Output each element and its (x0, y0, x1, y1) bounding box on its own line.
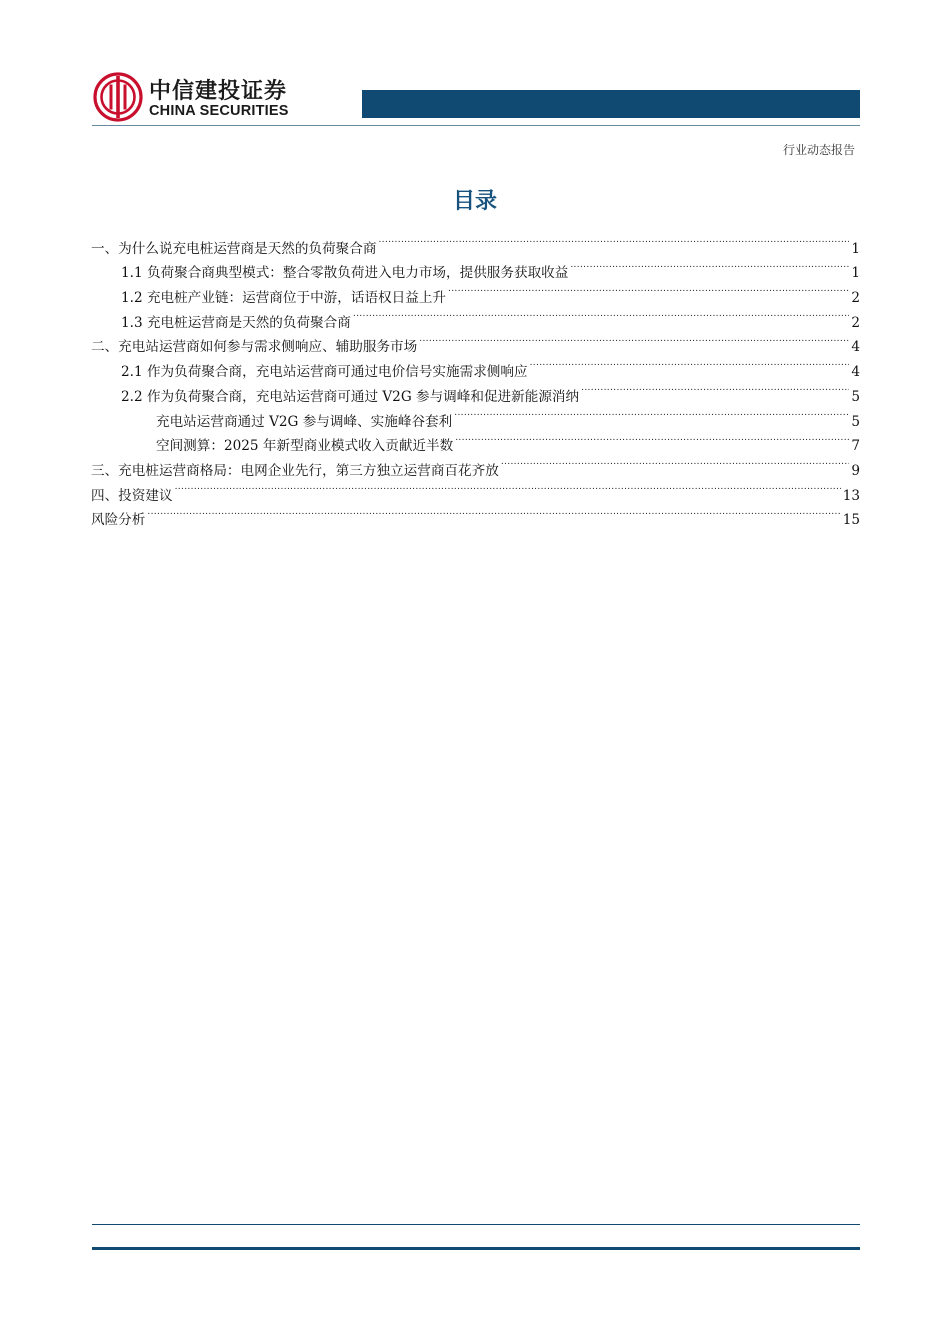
toc-entry-label: 2.2 作为负荷聚合商，充电站运营商可通过 V2G 参与调峰和促进新能源消纳 (121, 388, 580, 405)
toc-dot-leader (570, 253, 849, 278)
toc-dot-leader (581, 376, 849, 401)
toc-dot-leader (501, 450, 850, 475)
toc-title: 目录 (452, 189, 497, 214)
toc-entry-page: 1 (851, 240, 860, 257)
footer-divider-thick (92, 1247, 860, 1250)
toc-entry[interactable] (91, 450, 860, 479)
toc-entry[interactable] (91, 228, 860, 257)
brand-name-en: CHINA SECURITIES (149, 103, 289, 119)
header-accent-bar (362, 90, 860, 118)
toc-entry-label: 二、充电站运营商如何参与需求侧响应、辅助服务市场 (91, 339, 418, 356)
toc-entry[interactable] (91, 327, 860, 356)
toc-entry-page: 13 (842, 487, 860, 504)
toc-entry[interactable] (91, 302, 860, 331)
toc-entry-label: 2.1 作为负荷聚合商，充电站运营商可通过电价信号实施需求侧响应 (121, 364, 528, 381)
toc-entry[interactable] (91, 426, 860, 455)
brand-logo (93, 72, 303, 124)
toc-dot-leader (448, 277, 849, 302)
brand-name-cn: 中信建投证券 (149, 79, 288, 104)
toc-entry[interactable] (91, 475, 860, 504)
report-type-label: 行业动态报告 (782, 143, 855, 157)
toc-entry-label: 1.1 负荷聚合商典型模式：整合零散负荷进入电力市场，提供服务获取收益 (121, 265, 569, 282)
toc-dot-leader (378, 228, 849, 253)
citic-logo-icon (93, 72, 143, 122)
toc-entry-label: 1.2 充电桩产业链：运营商位于中游，话语权日益上升 (121, 290, 447, 307)
toc-dot-leader (175, 475, 841, 500)
toc-dot-leader (454, 401, 849, 426)
toc-entry-page: 1 (851, 265, 860, 282)
toc-dot-leader (530, 351, 850, 376)
toc-entry-page: 9 (851, 462, 860, 479)
toc-entry-page: 4 (851, 364, 860, 381)
toc-entry-page: 15 (842, 512, 860, 529)
toc-entry[interactable] (91, 351, 860, 381)
toc-entry[interactable] (91, 500, 860, 529)
toc-entry-label: 一、为什么说充电桩运营商是天然的负荷聚合商 (91, 240, 377, 257)
toc-entry[interactable] (91, 253, 860, 282)
toc-entry[interactable] (91, 401, 860, 430)
toc-entry-page: 5 (851, 388, 860, 405)
toc-entry-label: 充电站运营商通过 V2G 参与调峰、实施峰谷套利 (156, 413, 453, 430)
footer-divider-thin (92, 1224, 860, 1225)
toc-entry-page: 2 (851, 314, 860, 331)
toc-entry[interactable] (91, 376, 860, 405)
toc-dot-leader (419, 327, 849, 352)
table-of-contents (91, 228, 860, 529)
toc-dot-leader (353, 302, 849, 327)
toc-entry-label: 1.3 充电桩运营商是天然的负荷聚合商 (121, 314, 351, 331)
toc-dot-leader (147, 500, 840, 525)
toc-entry[interactable] (91, 277, 860, 307)
toc-entry-page: 2 (851, 290, 860, 307)
toc-entry-page: 4 (851, 339, 860, 356)
toc-entry-page: 5 (851, 413, 860, 430)
toc-entry-label: 三、充电桩运营商格局：电网企业先行，第三方独立运营商百花齐放 (91, 462, 499, 479)
toc-entry-page: 7 (851, 438, 860, 455)
toc-dot-leader (455, 426, 849, 451)
toc-entry-label: 空间测算：2025 年新型商业模式收入贡献近半数 (156, 438, 454, 455)
toc-entry-label: 四、投资建议 (91, 487, 173, 504)
header-divider (92, 125, 860, 126)
toc-entry-label: 风险分析 (91, 512, 146, 529)
